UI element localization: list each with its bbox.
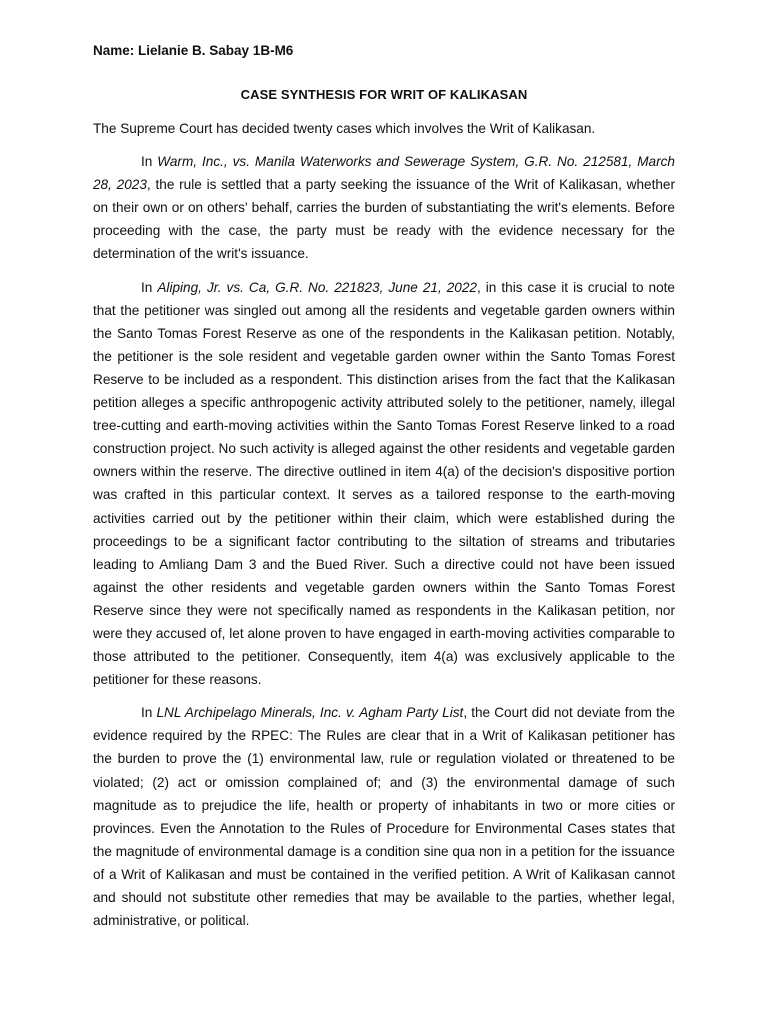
paragraph-lead: In xyxy=(141,154,158,170)
case-paragraph-warm xyxy=(93,150,675,265)
case-paragraph-aliping xyxy=(93,276,675,692)
paragraph-lead: In xyxy=(141,279,158,295)
paragraph-lead: In xyxy=(141,705,157,721)
document-body xyxy=(93,117,675,942)
paragraph-text: , the Court did not deviate from the evidence required by the RPEC: The Rules are clear that in a Writ of Kalikasan petitioner has the burden to prove the (1) environmental law, rule or regulation violated or threatened to be violated; (2) act or omission complained of; and (3) the environmental damage of such magnitude as to prejudice the life, health or property of inhabitants in two or more cities or provinces. Even the Annotation to the Rules of Procedure for Environmental Cases states that the magnitude of environmental damage is a condition sine qua non in a petition for the issuance of a Writ of Kalikasan and must be contained in the verified petition. A Writ of Kalikasan cannot and should not substitute other remedies that may be available to the parties, whether legal, administrative, or political. xyxy=(93,705,675,929)
paragraph-text: , the rule is settled that a party seeking the issuance of the Writ of Kalikasan, whether on their own or on others' behalf, carries the burden of substantiating the writ's elements. Before proceeding with the case, the party must be ready with the evidence necessary for the determination of the writ's issuance. xyxy=(93,177,675,262)
student-name-line: Name: Lielanie B. Sabay 1B-M6 xyxy=(93,43,294,58)
paragraph-text: , in this case it is crucial to note that the petitioner was singled out among all the residents and vegetable garden owners within the Santo Tomas Forest Reserve as one of the respondents in the Kalikasan petition. Notably, the petitioner is the sole resident and vegetable garden owner within the Santo Tomas Forest Reserve to be included as a respondent. This distinction arises from the fact that the Kalikasan petition alleges a specific anthropogenic activity attributed solely to the petitioner, namely, illegal tree-cutting and earth-moving activities within the Santo Tomas Forest Reserve linked to a road construction project. No such activity is alleged against the other residents and vegetable garden owners within the reserve. The directive outlined in item 4(a) of the decision's dispositive portion was crafted in this particular context. It serves as a tailored response to the earth-moving activities carried out by the petitioner within their claim, which were established during the proceedings to be a significant factor contributing to the siltation of streams and tributaries leading to Amliang Dam 3 and the Bued River. Such a directive could not have been issued against the other residents and vegetable garden owners within the Santo Tomas Forest Reserve since they were not specifically named as respondents in the Kalikasan petition, nor were they accused of, let alone proven to have engaged in earth-moving activities comparable to those attributed to the petitioner. Consequently, item 4(a) was exclusively applicable to the petitioner for these reasons. xyxy=(93,279,675,688)
document-title: CASE SYNTHESIS FOR WRIT OF KALIKASAN xyxy=(240,87,528,102)
case-citation: Aliping, Jr. vs. Ca, G.R. No. 221823, June 21, 2022 xyxy=(157,279,477,295)
case-paragraph-lnl xyxy=(93,701,675,932)
case-citation: LNL Archipelago Minerals, Inc. v. Agham Party List xyxy=(156,705,464,721)
case-citation: Warm, Inc., vs. Manila Waterworks and Sewerage System, G.R. No. 212581, March 28, 2023 xyxy=(93,154,675,193)
intro-paragraph: The Supreme Court has decided twenty cases which involves the Writ of Kalikasan. xyxy=(93,121,596,136)
